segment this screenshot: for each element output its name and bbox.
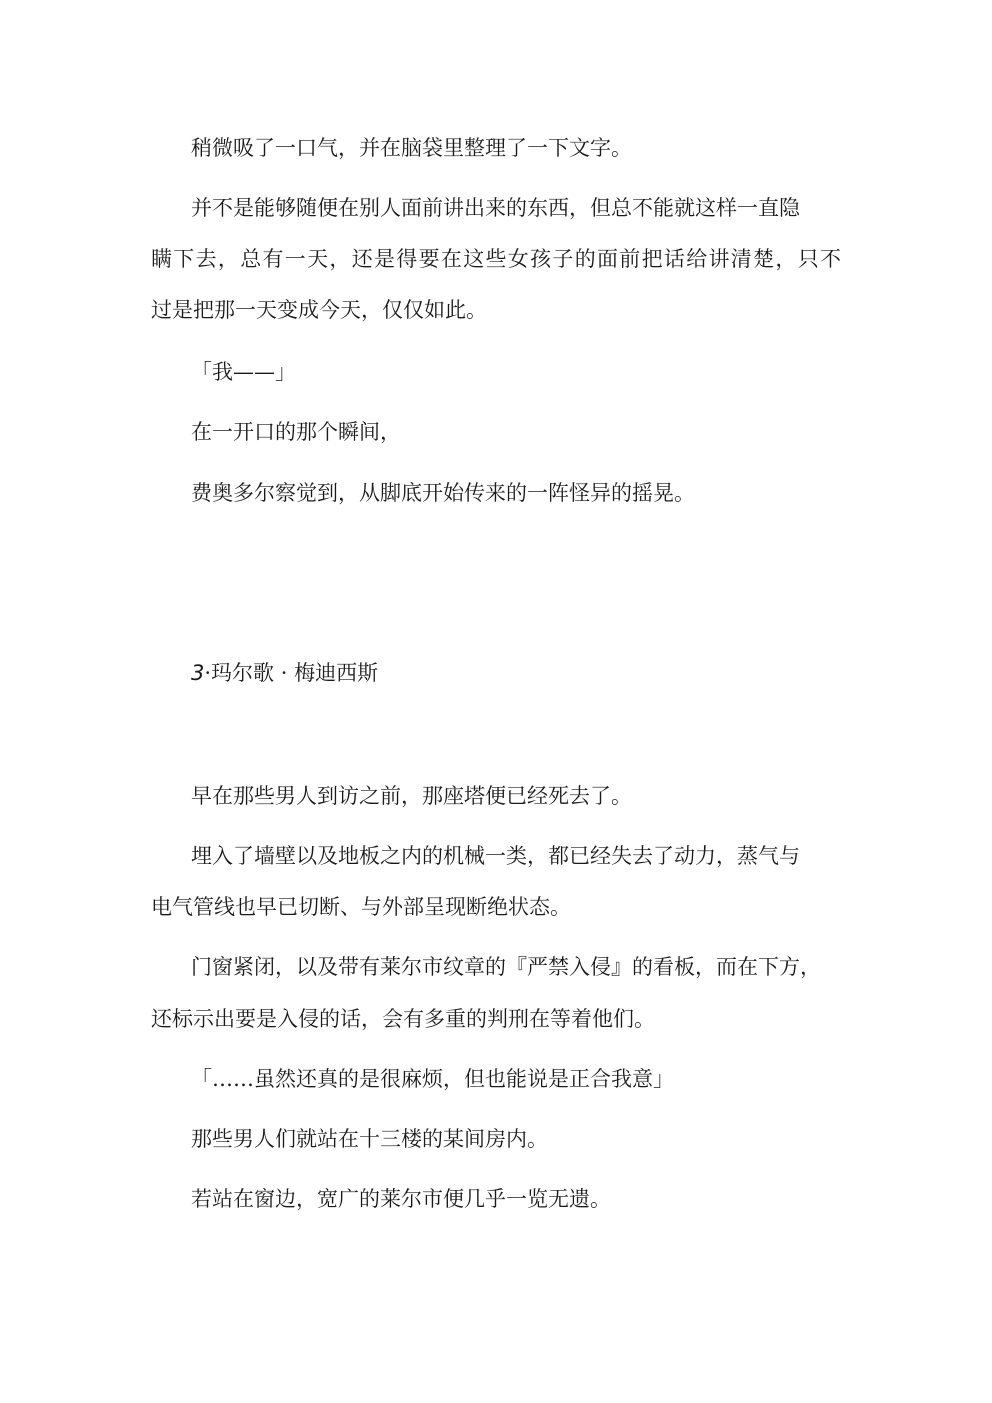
dialogue-line: 「……虽然还真的是很麻烦，但也能说是正合我意」 xyxy=(191,1067,674,1091)
paragraph-line: 那些男人们就站在十三楼的某间房内。 xyxy=(191,1127,548,1151)
paragraph-line: 还标示出要是入侵的话，会有多重的判刑在等着他们。 xyxy=(151,1007,655,1031)
paragraph-line: 瞒下去，总有一天，还是得要在这些女孩子的面前把话给讲清楚，只不 xyxy=(151,247,841,271)
chapter-title: ·玛尔歌 · 梅迪西斯 xyxy=(204,661,379,685)
paragraph-line: 电气管线也早已切断、与外部呈现断绝状态。 xyxy=(151,895,571,919)
chapter-number: 3 xyxy=(191,661,205,685)
paragraph-line: 若站在窗边，宽广的莱尔市便几乎一览无遗。 xyxy=(191,1187,611,1211)
paragraph-line: 埋入了墙壁以及地板之内的机械一类，都已经失去了动力，蒸气与 xyxy=(191,844,800,868)
paragraph-line: 早在那些男人到访之前，那座塔便已经死去了。 xyxy=(191,784,632,808)
paragraph-line: 并不是能够随便在别人面前讲出来的东西，但总不能就这样一直隐 xyxy=(191,196,800,220)
paragraph-line: 在一开口的那个瞬间， xyxy=(191,420,401,444)
dialogue-line: 「我——」 xyxy=(191,360,296,384)
paragraph-line: 稍微吸了一口气，并在脑袋里整理了一下文字。 xyxy=(191,136,632,160)
paragraph-line: 费奥多尔察觉到，从脚底开始传来的一阵怪异的摇晃。 xyxy=(191,481,695,505)
paragraph-line: 门窗紧闭，以及带有莱尔市纹章的『严禁入侵』的看板，而在下方， xyxy=(191,955,821,979)
chapter-heading xyxy=(191,659,378,687)
paragraph-line: 过是把那一天变成今天，仅仅如此。 xyxy=(151,298,487,322)
